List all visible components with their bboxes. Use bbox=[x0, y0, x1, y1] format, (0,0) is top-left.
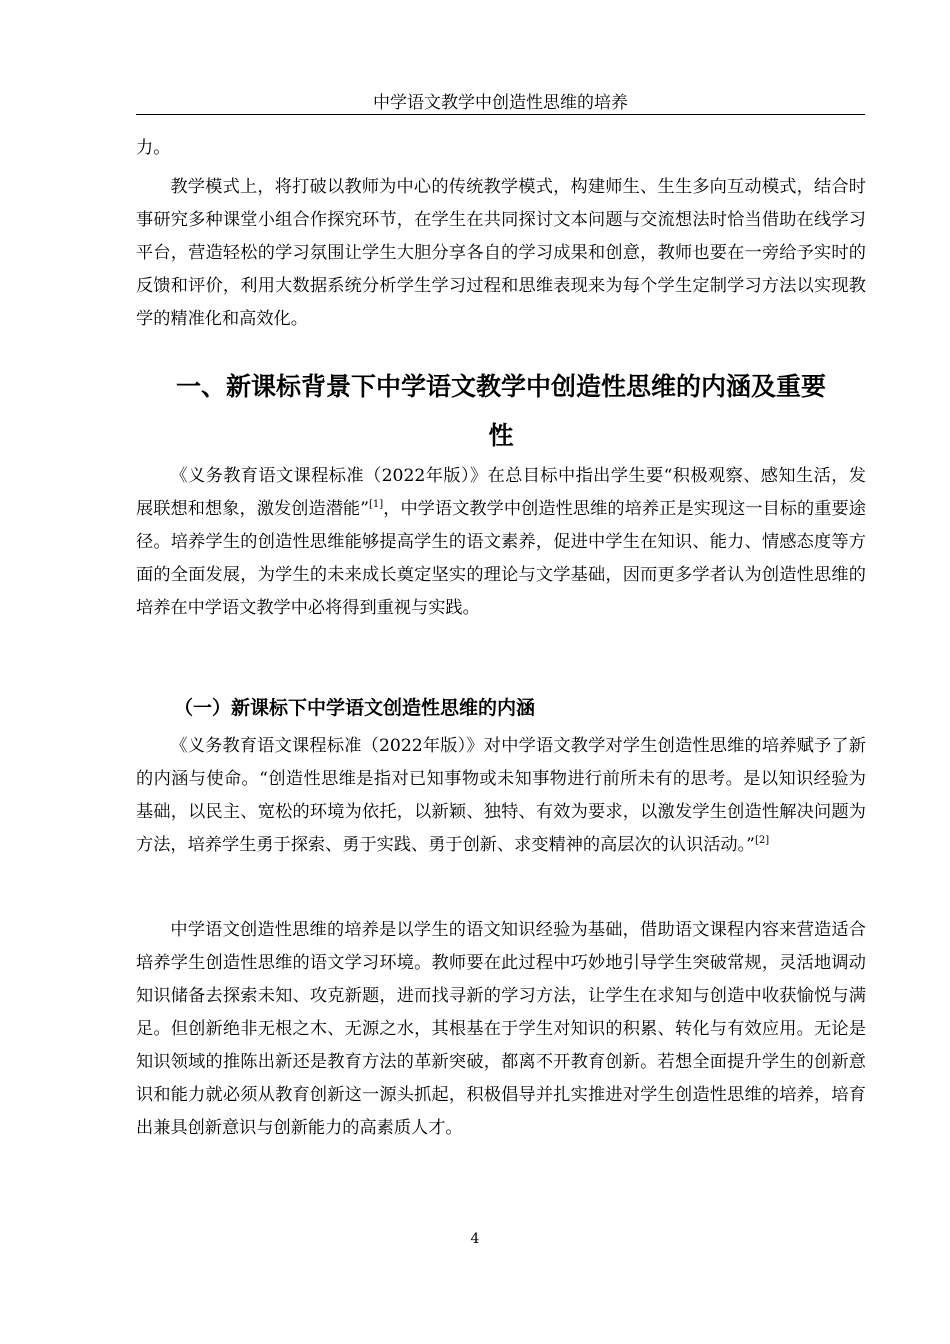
page-number: 4 bbox=[470, 1231, 480, 1247]
paragraph-text: 《义务教育语文课程标准（2022年版）》在总目标中指出学生要“积极观察、感知生活，发展联想和想象，激发创造潜能” bbox=[136, 466, 866, 519]
paragraph-cultivation: 中学语文创造性思维的培养是以学生的语文知识经验为基础，借助语文课程内容来营造适合培养学生创造性思维的语文学习环境。教师要在此过程中巧妙地引导学生突破常规，灵活地调动知识储备去探索未知、攻克新题，进而找寻新的学习方法，让学生在求知与创造中收获愉悦与满足。但创新绝非无根之木、无源之水，其根基在于学生对知识的积累、转化与有效应用。无论是知识领域的推陈出新还是教育方法的革新突破，都离不开教育创新。若想全面提升学生的创新意识和能力就必须从教育创新这一源头抓起，积极倡导并扎实推进对学生创造性思维的培养，培育出兼具创新意识与创新能力的高素质人才。 bbox=[136, 920, 866, 1138]
paragraph-continuation: 力。 bbox=[136, 138, 171, 158]
paragraph-definition bbox=[136, 730, 866, 862]
paragraph-text: ，中学语文教学中创造性思维的培养正是实现这一目标的重要途径。培养学生的创造性思维能够提高学生的语文素养，促进中学生在知识、能力、情感态度等方面的全面发展，为学生的未来成长奠定坚实的理论与文学基础，因而更多学者认为创造性思维的培养在中学语文教学中必将得到重视与实践。 bbox=[136, 499, 866, 618]
subsection-heading: （一）新课标下中学语文创造性思维的内涵 bbox=[174, 697, 536, 719]
citation-ref-1: [1] bbox=[368, 499, 384, 510]
section-heading-line2: 性 bbox=[488, 421, 514, 450]
paragraph-text: 《义务教育语文课程标准（2022年版）》对中学语文教学对学生创造性思维的培养赋予了新的内涵与使命。“创造性思维是指对已知事物或未知事物进行前所未有的思考。是以知识经验为基础，以民主、宽松的环境为依托，以新颖、独特、有效为要求，以激发学生创造性解决问题为方法，培养学生勇于探索、勇于实践、勇于创新、求变精神的高层次的认识活动。” bbox=[136, 736, 866, 855]
citation-ref-2: [2] bbox=[754, 835, 770, 846]
running-header: 中学语文教学中创造性思维的培养 bbox=[136, 92, 865, 115]
section-heading-line1: 一、新课标背景下中学语文教学中创造性思维的内涵及重要 bbox=[175, 372, 826, 401]
paragraph-teaching-mode: 教学模式上，将打破以教师为中心的传统教学模式，构建师生、生生多向互动模式，结合时事研究多种课堂小组合作探究环节，在学生在共同探讨文本问题与交流想法时恰当借助在线学习平台，营造轻松的学习氛围让学生大胆分享各自的学习成果和创意，教师也要在一旁给予实时的反馈和评价，利用大数据系统分析学生学习过程和思维表现来为每个学生定制学习方法以实现教学的精准化和高效化。 bbox=[136, 177, 866, 329]
paragraph-curriculum-goal bbox=[136, 460, 866, 625]
